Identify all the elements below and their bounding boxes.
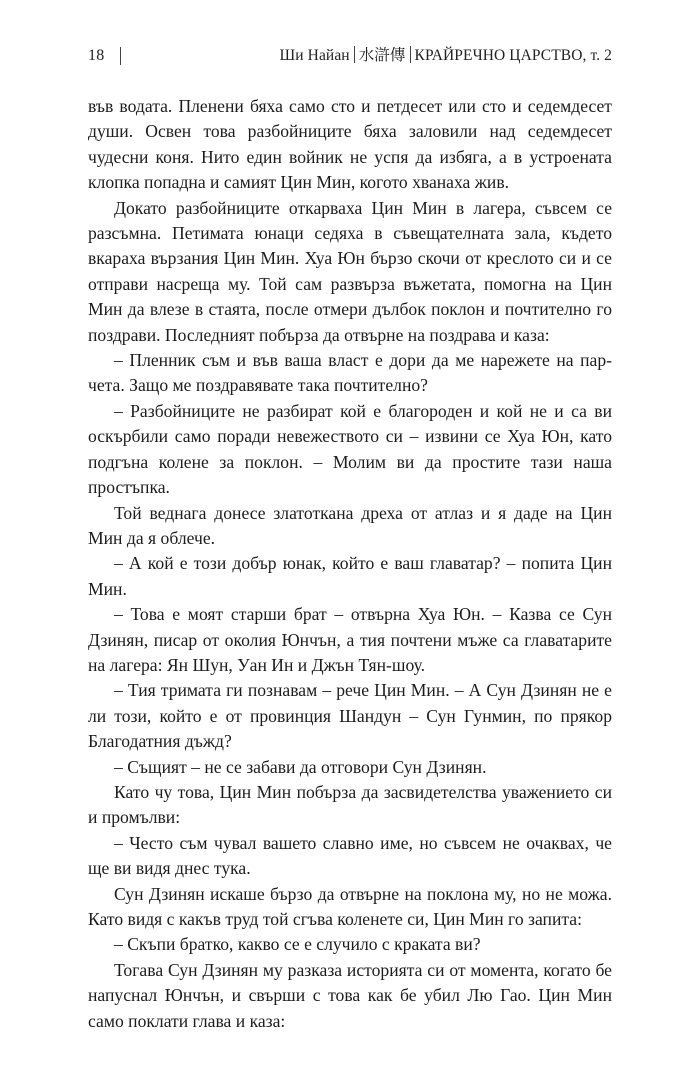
dialogue-paragraph: – Тия тримата ги познавам – рече Цин Мин. – А Сун Дзинян не е ли този, който е от провинция Шандун – Сун Гунмин, по прякор Благодатния дъжд? <box>88 680 612 752</box>
paragraph: Като чу това, Цин Мин побърза да засвидетелства уважението си и промълви: <box>88 781 612 828</box>
paragraph: Той веднага донесе златоткана дреха от атлаз и я даде на Цин Мин да я облече. <box>88 502 612 548</box>
dialogue-paragraph: – Често съм чувал вашето славно име, но съвсем не очаквах, че ще ви видя днес тука. <box>88 832 612 879</box>
header-book-title: КРАЙРЕЧНО ЦАРСТВО, т. 2 <box>414 47 612 64</box>
page-number: 18 <box>88 47 105 64</box>
page-number-divider <box>120 47 121 65</box>
paragraph: Тогава Сун Дзинян му разказа историята си от момента, когато бе напуснал Юнчън, и свърши с това как бе убил Лю Гао. Цин Мин само поклати глава и каза: <box>88 959 612 1031</box>
running-header <box>88 43 612 69</box>
dialogue-paragraph: – Това е моят старши брат – отвърна Хуа Юн. – Казва се Сун Дзинян, писар от околия Юнчън, а тия почтени мъже са главатарите на лагера: Ян Шун, Уан Ин и Джън Тян-шоу. <box>88 604 612 675</box>
paragraph: във водата. Пленени бяха само сто и петдесет или сто и седемдесет души. Освен това разбойниците бяха заловили над седемдесет чудесни коня. Нито един войник не успя да избяга, а в устроената клопка попадна и самият Цин Мин, когото хванаха жив. <box>88 96 612 193</box>
paragraph: Сун Дзинян искаше бързо да отвърне на поклона му, но не можа. Като видя с какъв труд той сгъва коленете си, Цин Мин го запита: <box>88 883 612 929</box>
header-author: Ши Найан <box>279 47 350 64</box>
body-text <box>88 94 612 1034</box>
header-divider <box>410 46 411 63</box>
running-title <box>280 43 612 69</box>
dialogue-paragraph: – Разбойниците не разбират кой е благороден и кой не и са ви оскърбили само поради невежеството си – извини се Хуа Юн, като подгъна колене за поклон. – Молим ви да простите тази наша простъпка. <box>88 400 612 498</box>
dialogue-paragraph: – А кой е този добър юнак, който е ваш главатар? – попита Цин Мин. <box>88 553 612 599</box>
dialogue-paragraph: – Същият – не се забави да отговори Сун Дзинян. <box>114 756 487 777</box>
header-divider <box>354 46 355 63</box>
paragraph: Докато разбойниците откарваха Цин Мин в лагера, съвсем се разсъмна. Петимата юнаци седяха в съвещателната зала, където вкараха вързания Цин Мин. Хуа Юн бързо скочи от креслото си и се отправи насреща му. Той сам развърза въжетата, помогна на Цин Мин да влезе в стаята, после отмери дълбок поклон и почтително го поздрави. Последният побърза да отвърне на поздрава и каза: <box>88 197 612 345</box>
header-original-title: 水滸傳 <box>358 47 406 64</box>
dialogue-paragraph: – Пленник съм и във ваша власт е дори да ме нарежете на парчета. Защо ме поздравявате така почтително? <box>88 350 612 396</box>
dialogue-paragraph: – Скъпи братко, какво се е случило с краката ви? <box>114 934 481 955</box>
